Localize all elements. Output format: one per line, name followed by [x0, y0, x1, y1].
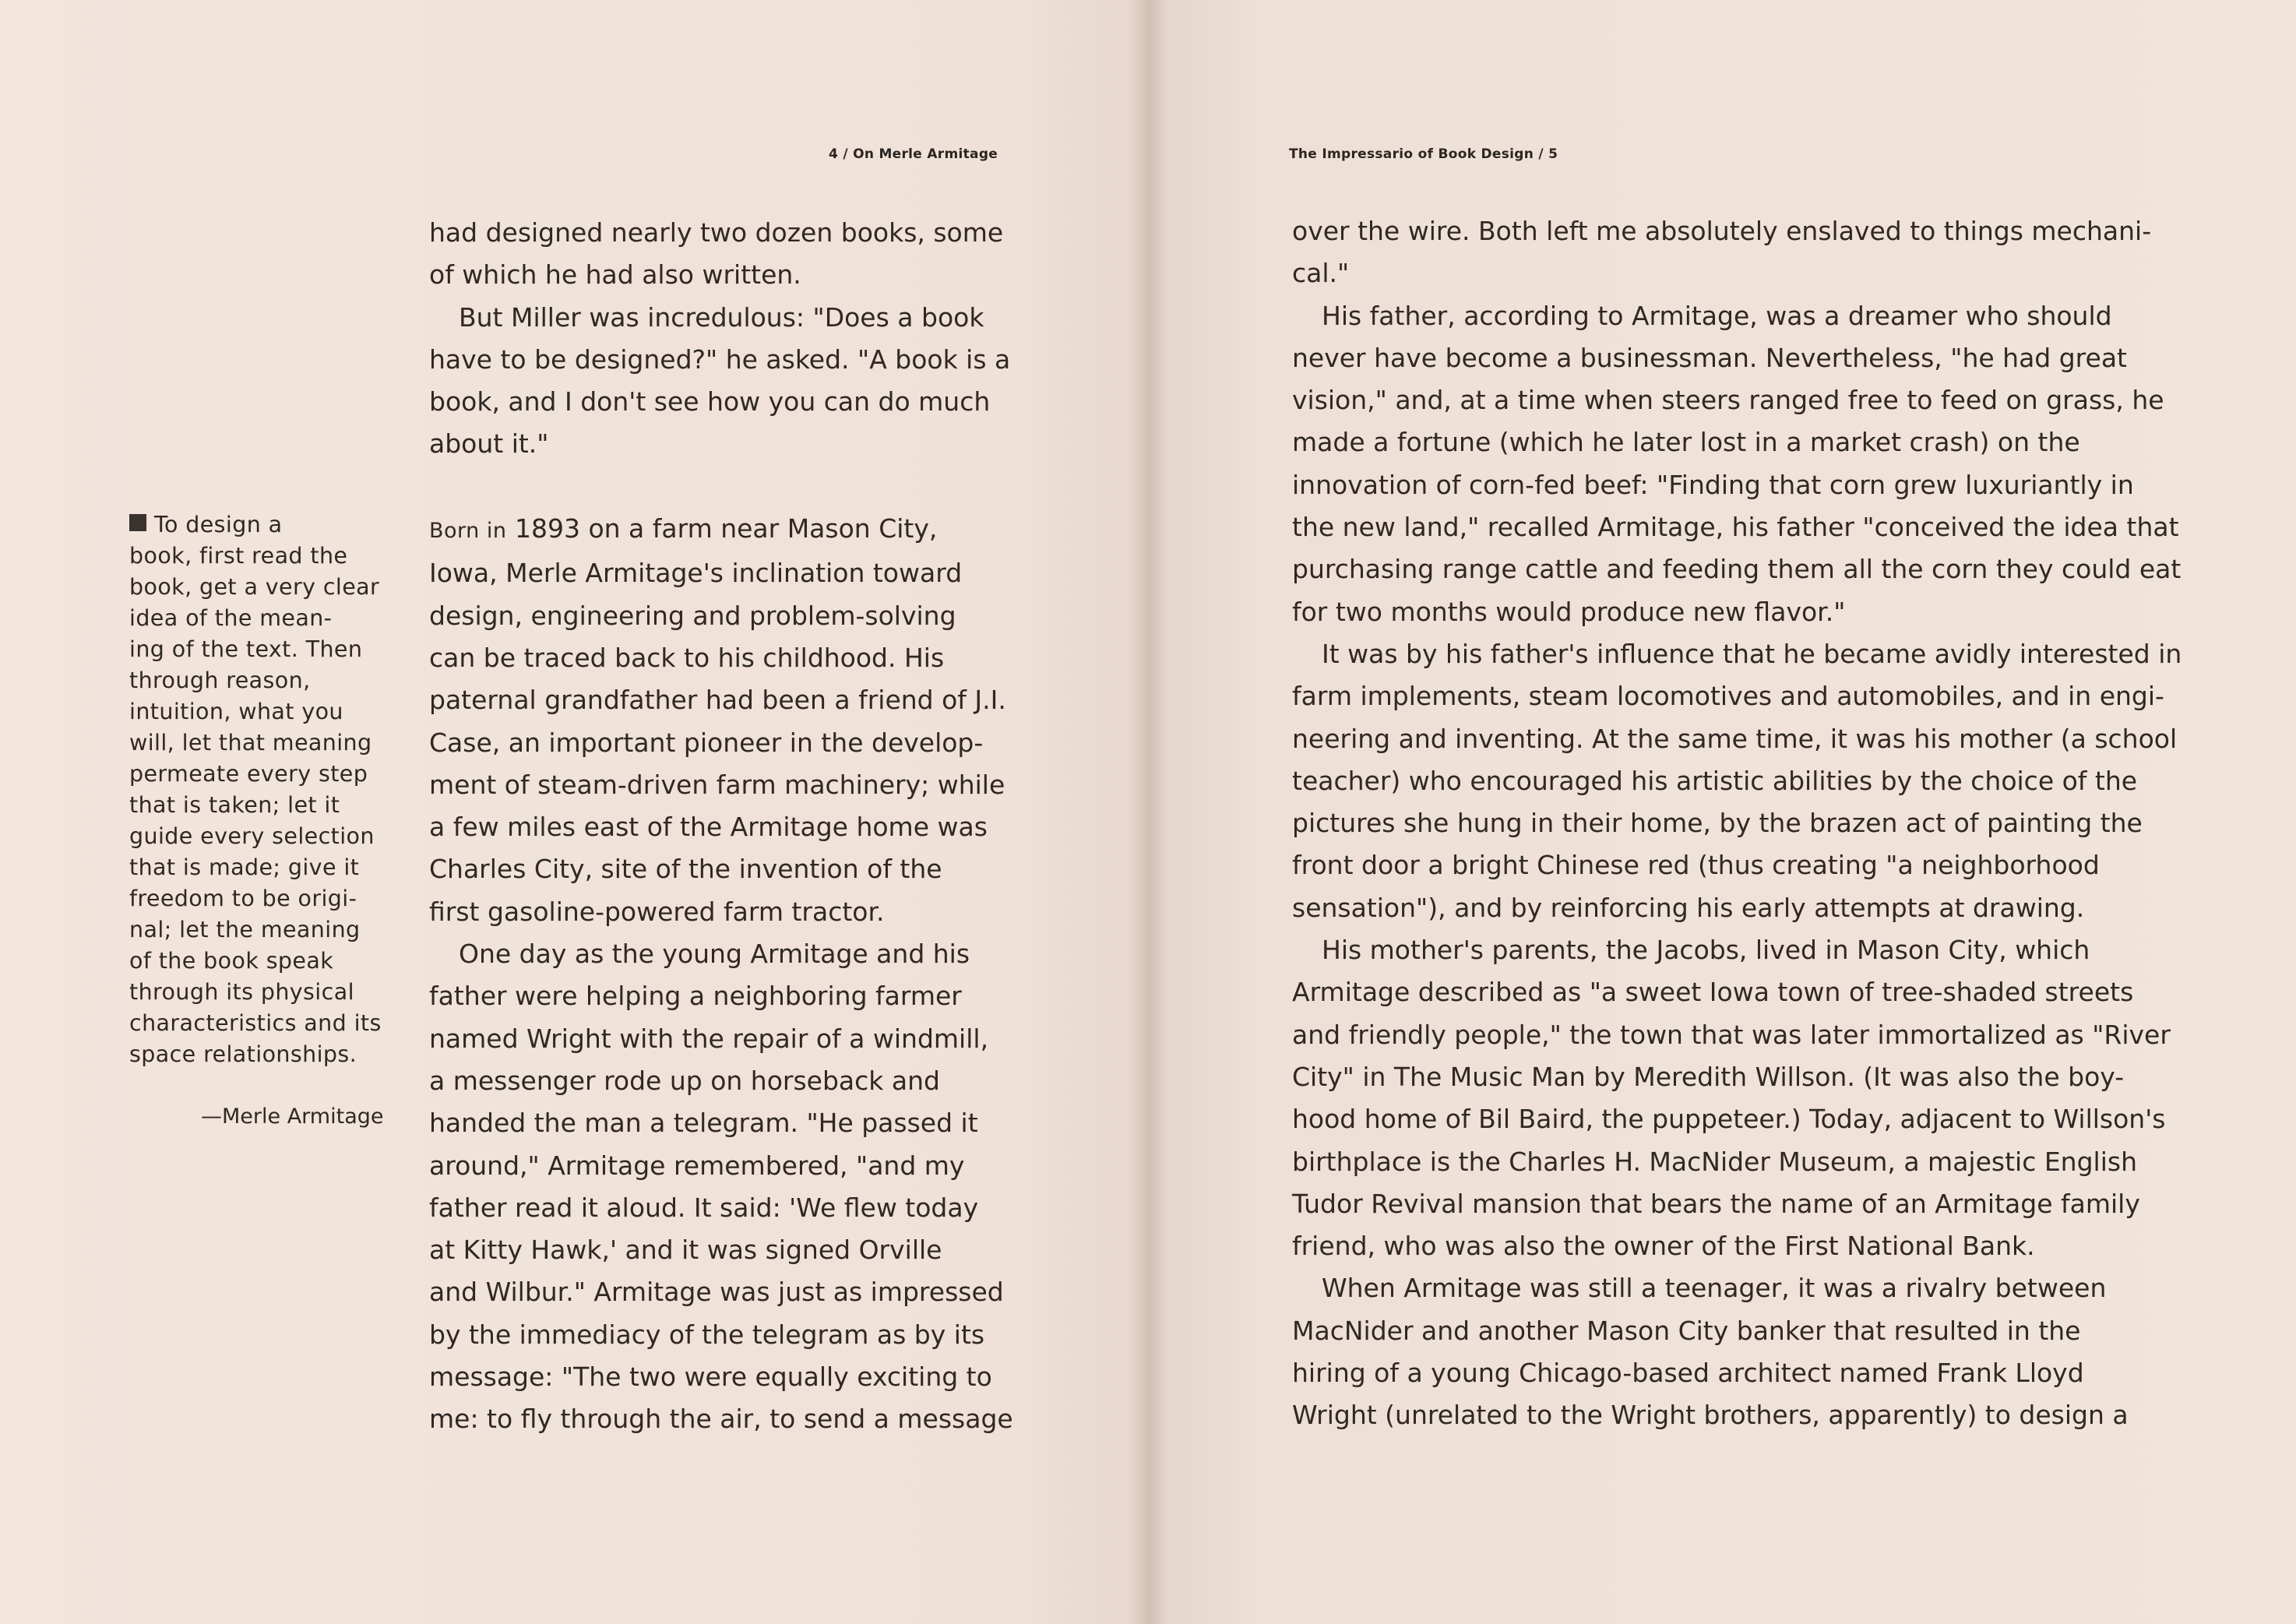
running-head-right: The Impressario of Book Design / 5 — [1289, 146, 1558, 162]
quote-line: To design a — [129, 509, 398, 541]
text-line: and friendly people," the town that was later immortalized as "River — [1292, 1019, 2171, 1050]
text-line: have to be designed?" he asked. "A book is a — [429, 343, 1011, 375]
quote-line: idea of the mean- — [129, 605, 333, 631]
text-line: farm implements, steam locomotives and automobiles, and in engi- — [1292, 681, 2164, 712]
text-line: at Kitty Hawk,' and it was signed Orville — [429, 1235, 942, 1266]
small-caps-lead: Born in — [429, 519, 507, 544]
quote-line: space relationships. — [129, 1041, 357, 1067]
text-line: hiring of a young Chicago-based architect named Frank Lloyd — [1292, 1358, 2084, 1389]
text-line: Wright (unrelated to the Wright brothers, apparently) to design a — [1292, 1400, 2129, 1431]
quote-line: will, let that meaning — [129, 730, 372, 756]
text-line: innovation of corn-fed beef: "Finding that corn grew luxuriantly in — [1292, 469, 2134, 500]
quote-line: guide every selection — [129, 823, 375, 849]
text-line: Iowa, Merle Armitage's inclination toward — [429, 558, 963, 589]
text-line: me: to fly through the air, to send a message — [429, 1404, 1013, 1435]
text-line: Charles City, site of the invention of the — [429, 854, 942, 885]
text-line: Armitage described as "a sweet Iowa town of tree-shaded streets — [1292, 977, 2134, 1008]
text-line: father read it aloud. It said: 'We flew today — [429, 1192, 979, 1223]
quote-line: permeate every step — [129, 761, 368, 787]
quote-attribution: —Merle Armitage — [201, 1104, 384, 1129]
text-line: named Wright with the repair of a windmill, — [429, 1023, 989, 1054]
text-line: design, engineering and problem-solving — [429, 600, 956, 631]
text-line: MacNider and another Mason City banker that resulted in the — [1292, 1315, 2081, 1346]
quote-line: characteristics and its — [129, 1010, 382, 1036]
text-line: teacher) who encouraged his artistic abilities by the choice of the — [1292, 765, 2138, 796]
quote-line: book, first read the — [129, 543, 348, 569]
text-line: Tudor Revival mansion that bears the name of an Armitage family — [1292, 1188, 2140, 1219]
text-line: for two months would produce new flavor." — [1292, 596, 1846, 627]
text-line: handed the man a telegram. "He passed it — [429, 1108, 978, 1139]
text-line: about it." — [429, 428, 549, 460]
text-line: a messenger rode up on horseback and — [429, 1065, 940, 1096]
text-line: sensation"), and by reinforcing his early attempts at drawing. — [1292, 892, 2085, 923]
text-line: His father, according to Armitage, was a dreamer who should — [1322, 300, 2112, 331]
quote-line: through its physical — [129, 979, 354, 1005]
main-text-right — [1292, 210, 2182, 1437]
text-line: over the wire. Both left me absolutely enslaved to things mechani- — [1292, 216, 2152, 246]
text-line: by the immediacy of the telegram as by its — [429, 1319, 985, 1350]
running-head-left: 4 / On Merle Armitage — [829, 146, 998, 162]
quote-line: that is made; give it — [129, 854, 360, 880]
text-line: It was by his father's influence that he became avidly interested in — [1322, 638, 2182, 669]
text-line: father were helping a neighboring farmer — [429, 981, 962, 1012]
quote-line: intuition, what you — [129, 699, 343, 724]
quote-line: freedom to be origi- — [129, 886, 357, 911]
text-line: front door a bright Chinese red (thus creating "a neighborhood — [1292, 850, 2100, 881]
quote-line: book, get a very clear — [129, 574, 380, 600]
text-line: message: "The two were equally exciting to — [429, 1362, 992, 1393]
text-line: around," Armitage remembered, "and my — [429, 1150, 965, 1181]
book-gutter — [1129, 0, 1168, 1624]
text-line: paternal grandfather had been a friend of J.I. — [429, 685, 1006, 716]
text-line: Born in 1893 on a farm near Mason City, — [429, 513, 938, 544]
text-line: a few miles east of the Armitage home was — [429, 812, 988, 843]
text-line: cal." — [1292, 258, 1350, 289]
text-line: can be traced back to his childhood. His — [429, 642, 945, 673]
quote-line: that is taken; let it — [129, 792, 340, 818]
text-line: made a fortune (which he later lost in a market crash) on the — [1292, 427, 2080, 458]
square-bullet-icon — [129, 514, 146, 531]
quote-line: nal; let the meaning — [129, 917, 361, 942]
text-line: birthplace is the Charles H. MacNider Museum, a majestic English — [1292, 1146, 2137, 1177]
text-line: His mother's parents, the Jacobs, lived in Mason City, which — [1322, 935, 2090, 966]
text-line: hood home of Bil Baird, the puppeteer.) Today, adjacent to Willson's — [1292, 1104, 2166, 1135]
text-line: book, and I don't see how you can do much — [429, 386, 991, 417]
text-line: vision," and, at a time when steers ranged free to feed on grass, he — [1292, 385, 2164, 416]
text-line: first gasoline-powered farm tractor. — [429, 896, 885, 927]
text-line: Case, an important pioneer in the develop- — [429, 727, 984, 758]
text-line: purchasing range cattle and feeding them all the corn they could eat — [1292, 554, 2182, 585]
text-line: neering and inventing. At the same time, it was his mother (a school — [1292, 723, 2178, 754]
main-text-left — [429, 212, 1013, 1441]
quote-line: ing of the text. Then — [129, 636, 363, 662]
text-line: never have become a businessman. Nevertheless, "he had great — [1292, 342, 2127, 373]
text-line: pictures she hung in their home, by the brazen act of painting the — [1292, 808, 2143, 839]
quote-line: of the book speak — [129, 948, 334, 974]
text-line: One day as the young Armitage and his — [459, 939, 970, 970]
text-line: But Miller was incredulous: "Does a book — [459, 301, 984, 333]
text-line: of which he had also written. — [429, 259, 801, 291]
sidebar-quote — [129, 509, 398, 1070]
text-line: and Wilbur." Armitage was just as impressed — [429, 1277, 1004, 1308]
text-line: friend, who was also the owner of the First National Bank. — [1292, 1231, 2035, 1262]
text-line: ment of steam-driven farm machinery; while — [429, 769, 1005, 800]
text-line: City" in The Music Man by Meredith Willson. (It was also the boy- — [1292, 1061, 2125, 1092]
text-line: the new land," recalled Armitage, his father "conceived the idea that — [1292, 512, 2179, 543]
text-line: had designed nearly two dozen books, some — [429, 217, 1004, 248]
text-line: When Armitage was still a teenager, it was a rivalry between — [1322, 1273, 2107, 1304]
quote-line: through reason, — [129, 668, 311, 693]
